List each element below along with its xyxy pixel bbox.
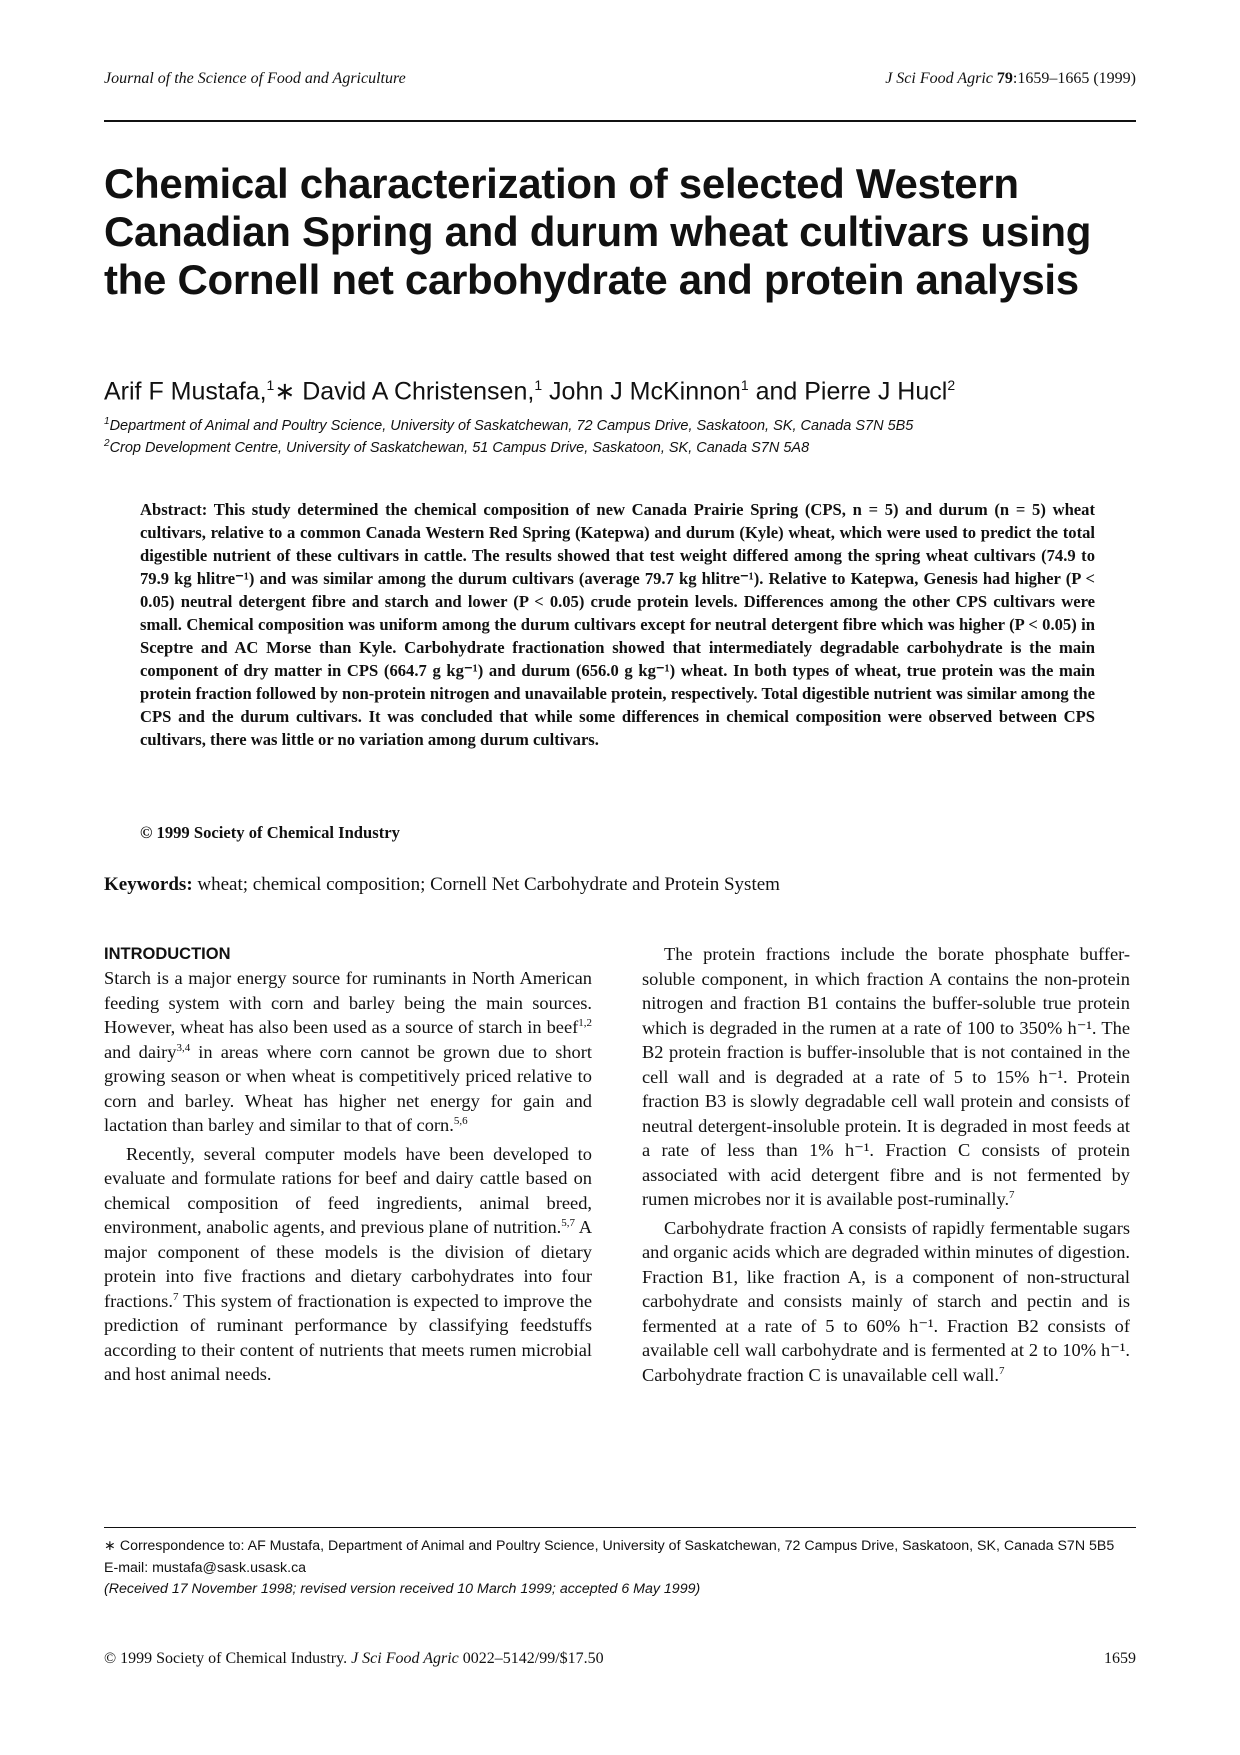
paragraph-text: and dairy	[104, 1041, 177, 1062]
affiliation	[104, 412, 1144, 436]
footer-journal: J Sci Food Agric	[351, 1650, 459, 1667]
author-affil-sup: 1	[534, 377, 543, 393]
paragraph-text: Recently, several computer models have been developed to evaluate and formulate rations for beef and dairy cattle based on chemical composition of feed ingredients, animal breed, environment, anabolic agents, and previous plane of nutrition.	[104, 1143, 592, 1237]
citation-ref: 7	[1009, 1188, 1015, 1201]
author-affil-sup: 1	[266, 377, 275, 393]
citation-ref: 5,6	[453, 1114, 468, 1127]
left-column	[104, 942, 592, 1387]
author-name: Arif F Mustafa,	[104, 377, 267, 406]
affiliation-text: Department of Animal and Poultry Science, University of Saskatchewan, 72 Campus Drive, Saskatoon, SK, Canada S7N 5B5	[109, 417, 914, 434]
corresponding-mark: ∗	[104, 1538, 116, 1554]
author-name: and Pierre J Hucl	[748, 377, 948, 406]
citation-ref: 7	[172, 1290, 179, 1303]
affiliation	[104, 434, 1144, 458]
paragraph	[104, 1142, 592, 1387]
keywords-text: wheat; chemical composition; Cornell Net Carbohydrate and Protein System	[192, 874, 780, 895]
abstract-copyright: © 1999 Society of Chemical Industry	[140, 823, 400, 842]
citation-pages: :1659–1665 (1999)	[1012, 70, 1136, 87]
paragraph-text: Starch is a major energy source for ruminants in North American feeding system with corn and barley being the main sources. However, wheat has also been used as a source of starch in beef	[104, 968, 592, 1037]
footer-copyright-text: © 1999 Society of Chemical Industry.	[104, 1650, 352, 1667]
abstract-text: This study determined the chemical composition of new Canada Prairie Spring (CPS, n = 5) and durum (n = 5) wheat cultivars, relative to a common Canada Western Red Spring (Katepwa) and durum (Kyle) wheat, which were used to predict the total digestible nutrient of these cultivars in cattle. The results showed that test weight differed among the spring wheat cultivars (74.9 to 79.9 kg hlitre⁻¹) and was similar among the durum cultivars (average 79.7 kg hlitre⁻¹). Relative to Katepwa, Genesis had higher (P < 0.05) neutral detergent fibre and starch and lower (P < 0.05) crude protein levels. Differences among the other CPS cultivars were small. Chemical composition was uniform among the durum cultivars except for neutral detergent fibre which was higher (P < 0.05) in Sceptre and AC Morse than Kyle. Carbohydrate fractionation showed that intermediately degradable carbohydrate is the main component of dry matter in CPS (664.7 g kg⁻¹) and durum (656.0 g kg⁻¹) wheat. In both types of wheat, true protein was the main protein fraction followed by non-protein nitrogen and unavailable protein, respectively. Total digestible nutrient was similar among the CPS and the durum cultivars. It was concluded that while some differences in chemical composition were observed between CPS cultivars, there was little or no variation among durum cultivars.	[140, 500, 1095, 749]
citation-ref: 5,7	[561, 1216, 576, 1229]
citation-ref: 1,2	[578, 1016, 592, 1029]
author-name: John J McKinnon	[542, 377, 741, 406]
right-column	[642, 942, 1130, 1387]
email: E-mail: mustafa@sask.usask.ca	[104, 1559, 307, 1576]
paragraph-text: in areas where corn cannot be grown due to short growing season or when wheat is competitively priced relative to corn and barley. Wheat has higher net energy for gain and lactation than barley and similar to that of corn.	[104, 1041, 592, 1135]
page-number: 1659	[1104, 1650, 1136, 1667]
footer-copyright	[104, 1650, 604, 1668]
paragraph-text: The protein fractions include the borate phosphate buffer-soluble component, in which fraction A contains the non-protein nitrogen and fraction B1 contains the buffer-soluble true protein which is degraded in the rumen at a rate of 100 to 350% h⁻¹. The B2 protein fraction is buffer-insoluble that is not contained in the cell wall and is degraded at a rate of 5 to 15% h⁻¹. Protein fraction B3 is slowly degradable cell wall protein and consists of neutral detergent-insoluble protein. It is degraded in most feeds at a rate of less than 1% h⁻¹. Fraction C consists of protein associated with acid detergent fibre and is not fermented by rumen microbes nor it is available post-ruminally.	[642, 944, 1130, 1209]
footnote-rule	[104, 1527, 1136, 1528]
paragraph	[642, 942, 1130, 1212]
abstract	[140, 498, 1095, 751]
author-affil-sup: 1	[740, 377, 749, 393]
keywords	[104, 872, 1144, 898]
affiliation-sup: 1	[104, 416, 110, 427]
keywords-label: Keywords:	[104, 874, 193, 895]
paragraph-text: Carbohydrate fraction A consists of rapidly fermentable sugars and organic acids which are degraded within minutes of digestion. Fraction B1, like fraction A, is a component of non-structural carbohydrate and consists mainly of starch and pectin and is fermented at a rate of 5 to 60% h⁻¹. Fraction B2 consists of available cell wall carbohydrate and is fermented at 2 to 10% h⁻¹. Carbohydrate fraction C is unavailable cell wall.	[642, 1217, 1130, 1385]
article-title: Chemical characterization of selected Western Canadian Spring and durum wheat cultivars using the Cornell net carbohydrate and protein analysis	[104, 160, 1092, 303]
journal-name: Journal of the Science of Food and Agriculture	[104, 70, 406, 87]
affiliation-sup: 2	[104, 438, 110, 449]
paragraph-text: This system of fractionation is expected to improve the prediction of ruminant performance by classifying feedstuffs according to their content of nutrients that meets rumen microbial and host animal needs.	[104, 1290, 592, 1384]
author-list	[104, 370, 1144, 406]
section-heading-introduction: INTRODUCTION	[104, 945, 231, 963]
citation	[885, 70, 1136, 88]
paragraph	[104, 966, 592, 1138]
correspondence	[104, 1536, 1144, 1558]
footer-issn: 0022–5142/99/$17.50	[458, 1650, 604, 1667]
affiliation-text: Crop Development Centre, University of Saskatchewan, 51 Campus Drive, Saskatoon, SK, Canada S7N 5A8	[109, 439, 810, 456]
corresponding-mark: ∗	[274, 377, 296, 406]
author-affil-sup: 2	[947, 377, 956, 393]
footnote	[104, 1536, 1144, 1601]
paragraph-text: A major component of these models is the division of dietary protein into five fractions and dietary carbohydrates into four fractions.	[104, 1217, 592, 1311]
running-head	[104, 70, 1136, 94]
paragraph	[642, 1216, 1130, 1388]
abstract-label: Abstract:	[140, 500, 208, 519]
author-name: David A Christensen,	[295, 377, 535, 406]
received-dates: (Received 17 November 1998; revised version received 10 March 1999; accepted 6 May 1999)	[104, 1581, 701, 1597]
citation-ref: 7	[998, 1364, 1005, 1377]
citation-volume: 79	[996, 70, 1013, 87]
header-rule	[104, 120, 1136, 122]
citation-ref: 3,4	[176, 1041, 191, 1054]
citation-journal: J Sci Food Agric	[885, 70, 993, 87]
correspondence-text: Correspondence to: AF Mustafa, Department of Animal and Poultry Science, University of Saskatchewan, 72 Campus Drive, Saskatoon, SK, Canada S7N 5B5	[115, 1538, 1115, 1554]
